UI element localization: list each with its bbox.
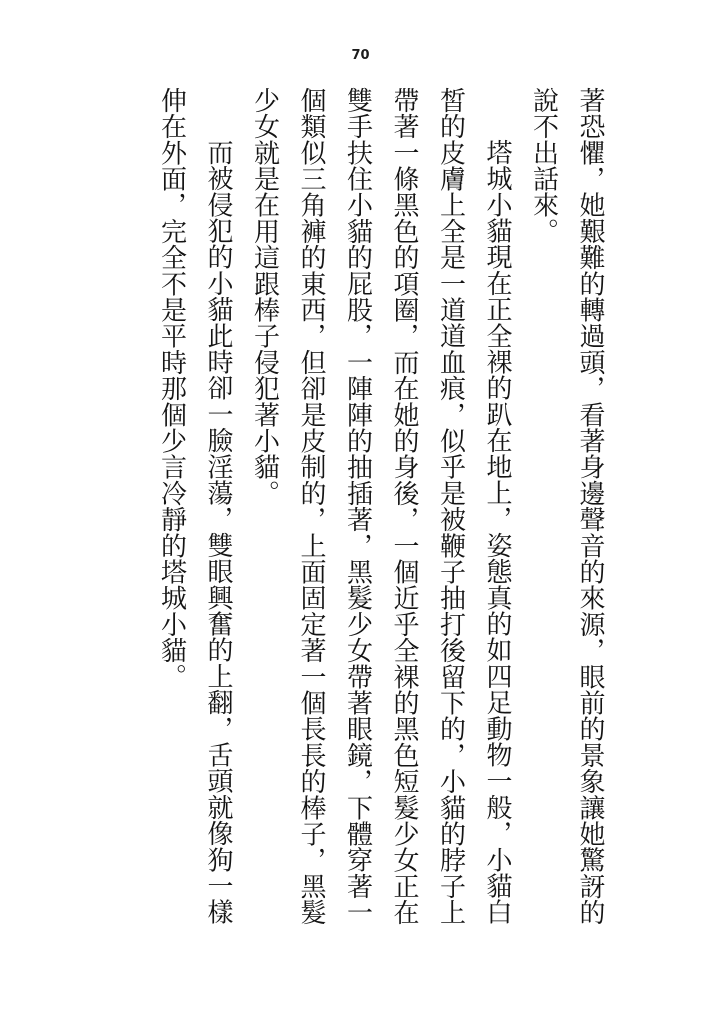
paragraph: 著恐懼，她艱難的轉過頭，看著身邊聲音的來源，眼前的景象讓她驚訝的說不出話來。 <box>528 87 605 926</box>
page-text <box>148 87 613 929</box>
paragraph: 塔城小貓現在正全裸的趴在地上，姿態真的如四足動物一般，小貓白皙的皮膚上全是一道道血痕，似乎是被鞭子抽打後留下的，小貓的脖子上帶著一條黑色的項圈，而在她的身後，一個近乎全裸的黑色短髮少女正在雙手扶住小貓的屁股，一陣陣的抽插著，黑髮少女帶著眼鏡，下體穿著一個類似三角褲的東西，但卻是皮制的，上面固定著一個長長的棒子，黑髮少女就是在用這跟棒子侵犯著小貓。 <box>249 87 512 926</box>
page-number: 70 <box>351 48 370 63</box>
paragraph: 而被侵犯的小貓此時卻一臉淫蕩，雙眼興奮的上翻，舌頭就像狗一樣伸在外面，完全不是平時那個少言冷靜的塔城小貓。 <box>156 87 233 925</box>
